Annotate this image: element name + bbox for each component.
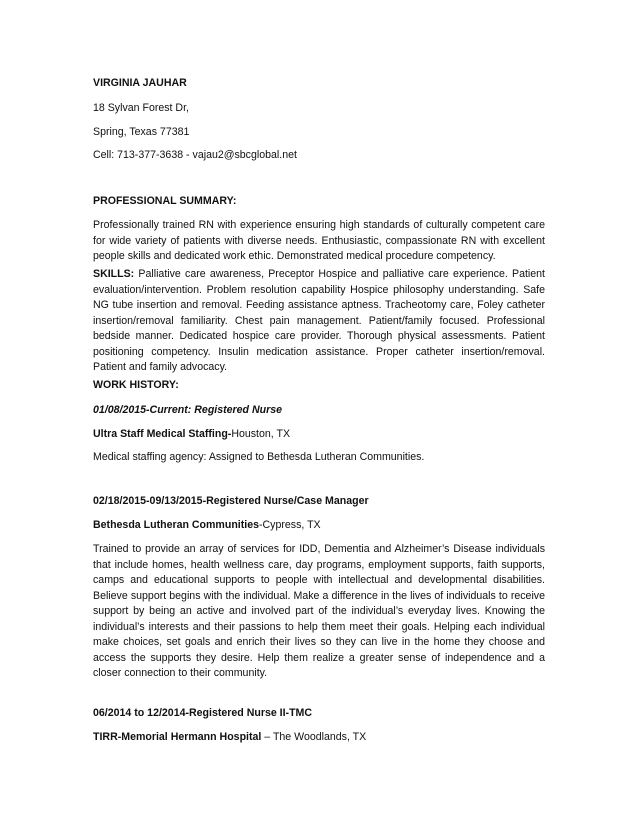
skills-label: SKILLS: [93,268,135,280]
job-2-description: Trained to provide an array of services for IDD, Dementia and Alzheimer’s Disease individuals that include homes, health wellness care, day programs, employment supports, faith supports, camps and educational supports to people with intellectual and developmental disabilities. Believe support begins with the individual. Make a difference in the lives of individuals to receive support by being an active and involved part of the individual’s everyday lives. Knowing the individual’s interests and their passions to help them meet their goals. Helping each individual make choices, set goals and enrich their lives so they can live in the home they choose and access the supports they desire. Help them realize a greater sense of independence and a closer connection to their community. [93,543,545,679]
work-history-heading: WORK HISTORY: [93,379,179,391]
job-1-location: Houston, TX [231,428,291,440]
job-3-location: – The Woodlands, TX [261,731,367,743]
job-2-title: 02/18/2015-09/13/2015-Registered Nurse/Case Manager [93,495,369,507]
job-1-title: 01/08/2015-Current: Registered Nurse [93,404,283,416]
job-2-employer: Bethesda Lutheran Communities [93,519,259,531]
summary-text: Professionally trained RN with experience ensuring high standards of culturally competent care for wide variety of patients with diverse needs. Enthusiastic, compassionate RN with excellent people skills and dedicated work ethic. Demonstrated medical procedure competency. [93,219,545,262]
job-2-employer-line [93,518,545,534]
job-1-employer-line [93,427,545,443]
job-1-description: Medical staffing agency: Assigned to Bethesda Lutheran Communities. [93,451,425,463]
job-3-employer: TIRR-Memorial Hermann Hospital [93,731,262,743]
address-line-2: Spring, Texas 77381 [93,126,190,138]
candidate-name: VIRGINIA JAUHAR [93,77,187,89]
job-2-location: -Cypress, TX [259,519,321,531]
job-3-title: 06/2014 to 12/2014-Registered Nurse II-TMC [93,707,313,719]
job-3-employer-line [93,730,545,746]
contact-cell-email: Cell: 713-377-3638 - vajau2@sbcglobal.net [93,149,297,161]
job-1-employer: Ultra Staff Medical Staffing- [93,428,232,440]
address-line-1: 18 Sylvan Forest Dr, [93,102,189,114]
skills-text: Palliative care awareness, Preceptor Hospice and palliative care experience. Patient evaluation/intervention. Problem resolution capability Hospice philosophy understanding. Safe NG tube insertion and removal. Feeding assistance aptness. Tracheotomy care, Foley catheter insertion/removal familiarity. Chest pain management. Patient/family focused. Professional bedside manner. Dedicated hospice care provider. Thorough physical assessments. Patient positioning competency. Insulin medication assistance. Proper catheter insertion/removal. Patient and family advocacy. [93,268,545,373]
skills-paragraph [93,267,545,376]
summary-heading: PROFESSIONAL SUMMARY: [93,195,237,207]
